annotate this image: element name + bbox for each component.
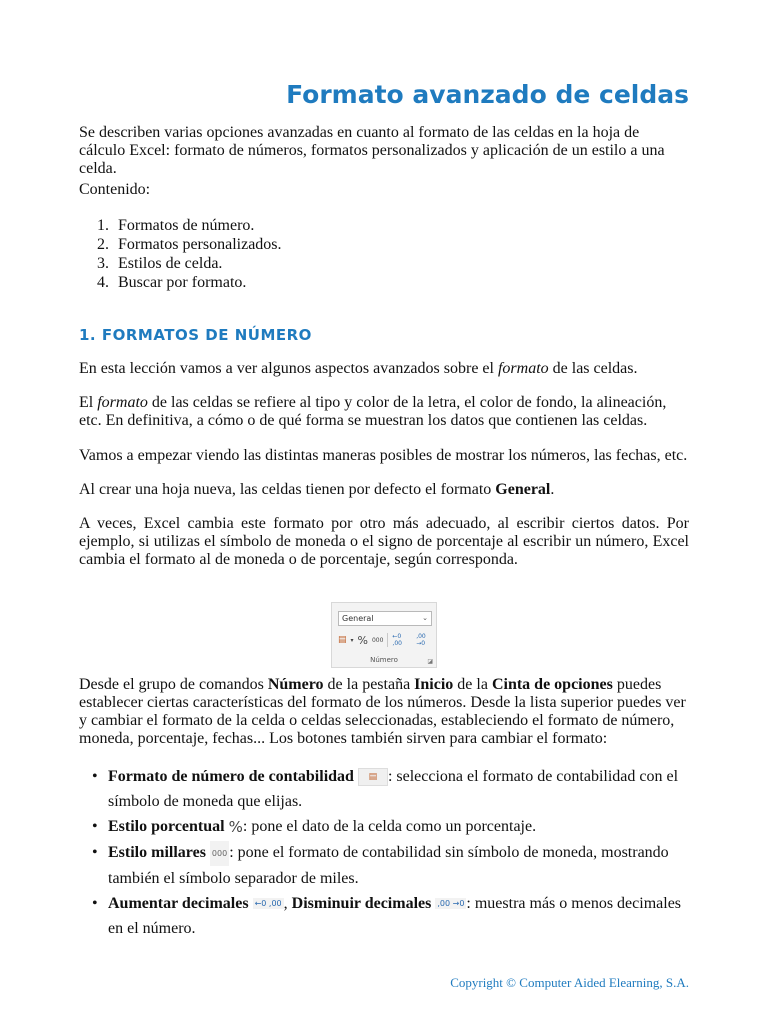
thousands-style-icon[interactable]: 000 <box>371 636 384 644</box>
section-heading: 1. FORMATOS DE NÚMERO <box>79 326 312 344</box>
paragraph: El formato de las celdas se refiere al tipo y color de la letra, el color de fondo, la alineación, etc. En definitiva, a cómo o de qué forma se muestran los datos que contienen las celdas. <box>79 394 667 429</box>
list-item: 4. Buscar por formato. <box>97 274 247 291</box>
list-item: 3. Estilos de celda. <box>97 255 223 272</box>
number-format-select[interactable]: General ⌄ <box>338 611 432 626</box>
list-item: 1. Formatos de número. <box>97 217 255 234</box>
decrease-decimal-icon[interactable]: ,00 →0 <box>416 633 426 647</box>
contents-list <box>79 217 282 293</box>
increase-decimal-icon: ←0 ,00 <box>254 899 282 909</box>
page-title: Formato avanzado de celdas <box>286 80 689 109</box>
intro-paragraph: Se describen varias opciones avanzadas en cuanto al formato de las celdas en la hoja de cálculo Excel: formato de números, formatos personalizados y aplicación de un estilo a una celda. <box>79 124 665 177</box>
list-item: • Formato de número de contabilidad ▤ : selecciona el formato de contabilidad con el símbolo de moneda que elijas. <box>92 768 679 810</box>
buttons-list <box>79 764 689 941</box>
dialog-launcher-icon[interactable]: ◪ <box>427 658 433 665</box>
paragraph: Al crear una hoja nueva, las celdas tienen por defecto el formato General. <box>79 481 555 498</box>
paragraph: Desde el grupo de comandos Número de la pestaña Inicio de la Cinta de opciones puedes establecer ciertas características del formato de los números. Desde la lista superior puedes ver y cambiar el formato de la celda o celdas seleccionadas, estableciendo el formato de número, moneda, porcentaje, fechas... Los botones también sirven para cambiar el formato: <box>79 676 686 747</box>
thousands-style-icon: 000 <box>210 841 229 866</box>
paragraph: Vamos a empezar viendo las distintas maneras posibles de mostrar los números, las fechas, etc. <box>79 447 688 464</box>
divider <box>387 633 388 647</box>
accounting-format-icon[interactable]: ▤ <box>338 635 347 645</box>
accounting-format-icon: ▤ <box>358 768 388 786</box>
percent-style-icon: % <box>228 817 243 836</box>
chevron-down-icon[interactable]: ▾ <box>350 636 354 644</box>
paragraph: A veces, Excel cambia este formato por otro más adecuado, al escribir ciertos datos. Por ejemplo, si utilizas el símbolo de moneda o el signo de porcentaje al escribir un número, Excel cambia el formato al de moneda o de porcentaje, según corresponda. <box>79 515 689 568</box>
list-item: 2. Formatos personalizados. <box>97 236 282 253</box>
number-group-ribbon <box>331 602 437 668</box>
list-item: • Estilo millares 000 : pone el formato de contabilidad sin símbolo de moneda, mostrando también el símbolo separador de miles. <box>79 840 689 891</box>
chevron-down-icon: ⌄ <box>422 614 428 622</box>
contents-label: Contenido: <box>79 181 151 198</box>
decrease-decimal-icon: ,00 →0 <box>437 899 465 909</box>
copyright-footer: Copyright © Computer Aided Elearning, S.A. <box>450 975 689 990</box>
list-item: • Estilo porcentual %: pone el dato de la celda como un porcentaje. <box>79 814 689 840</box>
increase-decimal-icon[interactable]: ←0 ,00 <box>392 633 402 647</box>
group-label: Número <box>370 656 398 664</box>
list-item: • Aumentar decimales ←0 ,00 , Disminuir decimales ,00 →0 : muestra más o menos decimales en el número. <box>92 894 682 937</box>
percent-style-icon[interactable]: % <box>357 633 368 647</box>
paragraph: En esta lección vamos a ver algunos aspectos avanzados sobre el formato de las celdas. <box>79 360 638 377</box>
